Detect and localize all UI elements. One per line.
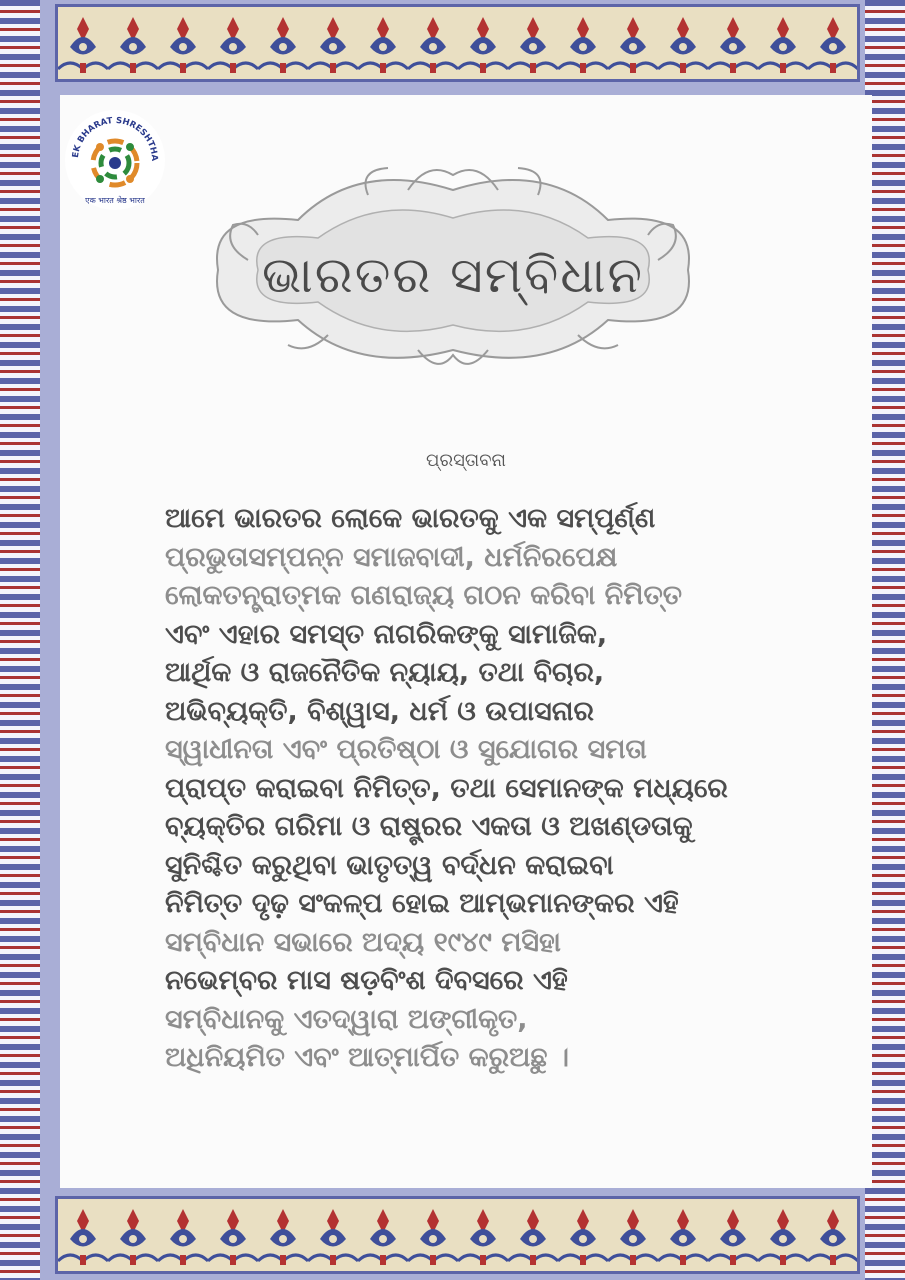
preamble-line: ଆମେ ଭାରତର ଲୋକେ ଭାରତକୁ ଏକ ସମ୍ପୂର୍ଣ୍ଣ — [165, 503, 656, 534]
top-ornamental-band — [55, 4, 860, 82]
logo-hindi-text: एक भारत श्रेष्ठ भारत — [85, 196, 145, 205]
preamble-line: ଅଭିବ୍ୟକ୍ତି, ବିଶ୍ୱାସ, ଧର୍ମ ଓ ଉପାସନାର — [165, 695, 594, 727]
logo-emblem-icon — [93, 141, 137, 185]
preamble-text — [165, 500, 805, 1078]
ornament-pattern-top — [58, 7, 858, 79]
preamble-line: ଏବଂ ଏହାର ସମସ୍ତ ନାଗରିକଙ୍କୁ ସାମାଜିକ, — [165, 618, 608, 650]
bottom-ornamental-band — [55, 1196, 860, 1274]
page-title: ଭାରତର ସମ୍ବିଧାନ — [262, 245, 644, 304]
preamble-line: ଲୋକତନ୍ତ୍ରାତ୍ମକ ଗଣରାଜ୍ୟ ଗଠନ କରିବା ନିମିତ୍ତ — [165, 580, 682, 611]
preamble-line: ସୁନିଶ୍ଚିତ କରୁଥିବା ଭାତୃତ୍ୱ ବର୍ଦ୍ଧନ କରାଇବା — [165, 849, 614, 881]
preamble-line: ନଭେମ୍ବର ମାସ ଷଡ଼ବିଂଶ ଦିବସରେ ଏହି — [165, 965, 568, 996]
ek-bharat-logo — [60, 105, 170, 215]
preamble-heading: ପ୍ରସ୍ତାବନା — [426, 450, 506, 471]
preamble-line: ଅଧିନିୟମିତ ଏବଂ ଆତ୍ମାର୍ପିତ କରୁଅଛୁ । — [165, 1042, 570, 1073]
document-page — [60, 95, 872, 1188]
logo-ring-text: EK BHARAT SHRESHTHA — [70, 115, 160, 162]
preamble-line: ନିମିତ୍ତ ଦୃଢ଼ ସଂକଳ୍ପ ହୋଇ ଆମ୍ଭମାନଙ୍କର ଏହି — [165, 888, 679, 919]
preamble-line: ପ୍ରଭୁତାସମ୍ପନ୍ନ ସମାଜବାଦୀ, ଧର୍ମନିରପେକ୍ଷ — [165, 541, 618, 573]
preamble-line: ବ୍ୟକ୍ତିର ଗରିମା ଓ ରାଷ୍ଟ୍ରର ଏକତା ଓ ଅଖଣ୍ଡତାକୁ — [165, 811, 693, 842]
preamble-line: ସ୍ୱାଧୀନତା ଏବଂ ପ୍ରତିଷ୍ଠା ଓ ସୁଯୋଗର ସମତା — [165, 734, 647, 765]
preamble-line: ସମ୍ବିଧାନ ସଭାରେ ଅଦ୍ୟ ୧୯୪୯ ମସିହା — [165, 926, 561, 958]
preamble-line: ପ୍ରାପ୍ତ କରାଇବା ନିମିତ୍ତ, ତଥା ସେମାନଙ୍କ ମଧ୍ୟରେ — [165, 772, 728, 804]
preamble-line: ସମ୍ବିଧାନକୁ ଏତଦ୍ୱାରା ଅଙ୍ଗୀକୃତ, — [165, 1003, 528, 1035]
preamble-line: ଆର୍ଥିକ ଓ ରାଜନୈତିକ ନ୍ୟାୟ, ତଥା ବିଚାର, — [165, 657, 605, 688]
ornament-pattern-bottom — [58, 1199, 858, 1271]
left-border-pattern — [0, 0, 40, 1280]
title-cartouche — [188, 150, 718, 380]
